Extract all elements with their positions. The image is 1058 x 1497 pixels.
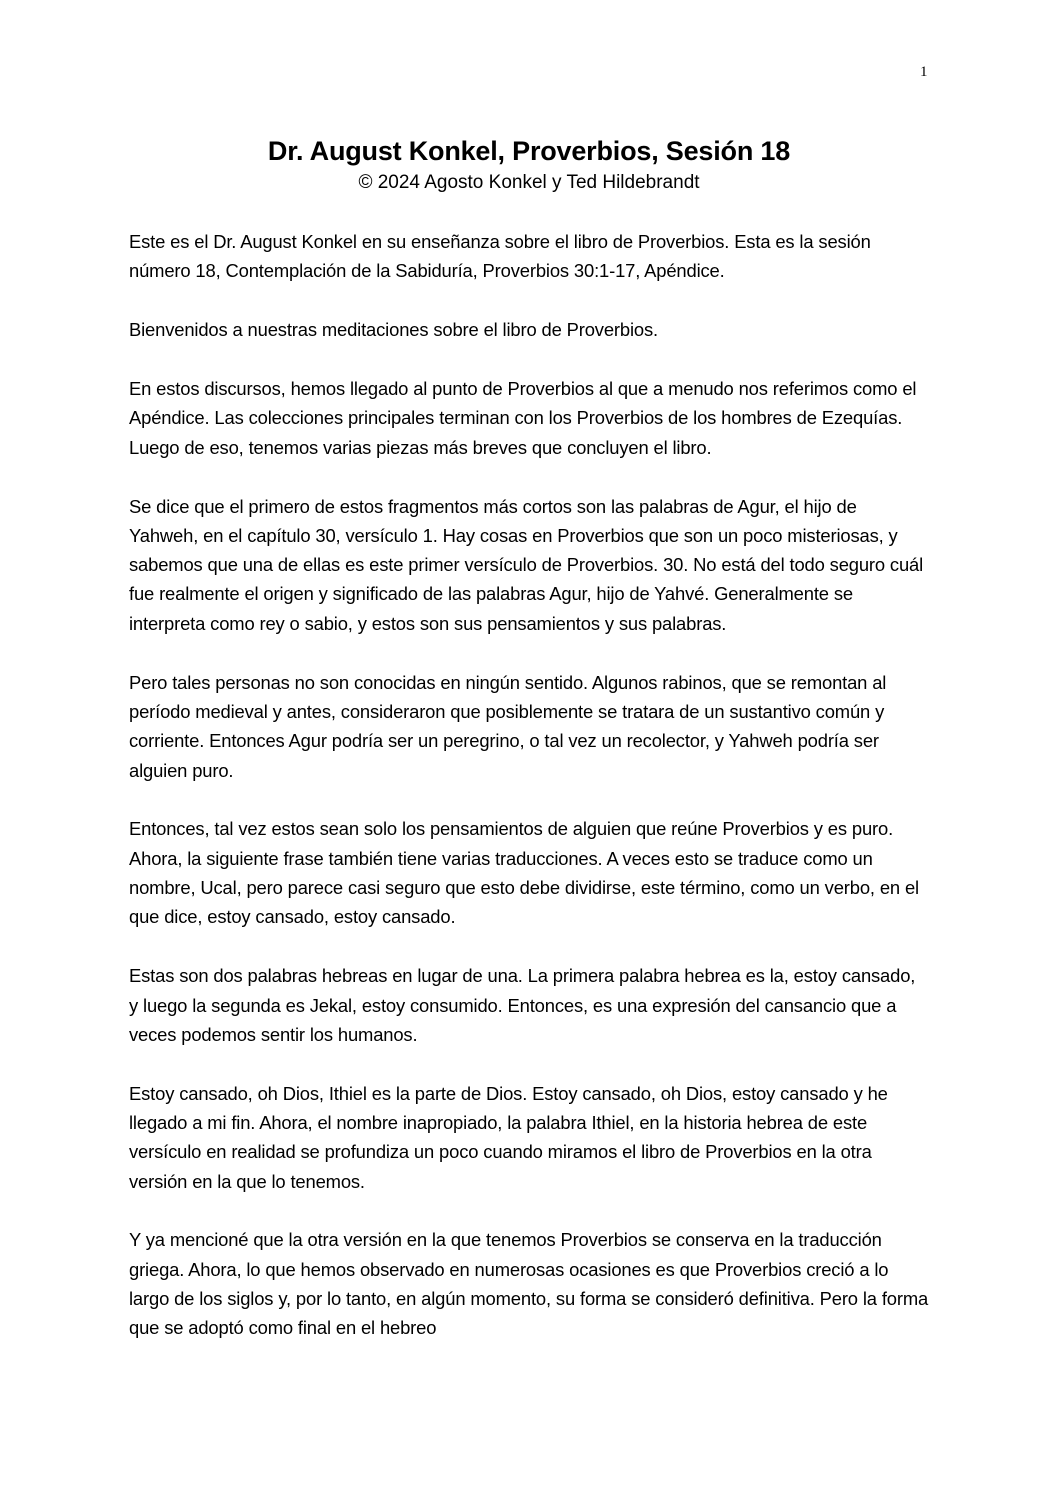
paragraph: Estas son dos palabras hebreas en lugar de una. La primera palabra hebrea es la, estoy cansado, y luego la segunda es Jekal, estoy consumido. Entonces, es una expresión del cansancio que a veces podemos sentir los humanos.: [129, 965, 916, 1045]
paragraph: Y ya mencioné que la otra versión en la que tenemos Proverbios se conserva en la traducción griega. Ahora, lo que hemos observado en numerosas ocasiones es que Proverbios creció a lo largo de los siglos y, por lo tanto, en algún momento, su forma se consideró definitiva. Pero la forma que se adoptó como final en el hebreo: [129, 1229, 929, 1339]
paragraph: Entonces, tal vez estos sean solo los pensamientos de alguien que reúne Proverbios y es puro. Ahora, la siguiente frase también tiene varias traducciones. A veces esto se traduce como un nombre, Ucal, pero parece casi seguro que esto debe dividirse, este término, como un verbo, en el que dice, estoy cansado, estoy cansado.: [129, 818, 919, 928]
page-number: 1: [920, 64, 928, 80]
paragraph: En estos discursos, hemos llegado al punto de Proverbios al que a menudo nos referimos como el Apéndice. Las colecciones principales terminan con los Proverbios de los hombres de Ezequías. Luego de eso, tenemos varias piezas más breves que concluyen el libro.: [129, 378, 917, 458]
paragraph: Estoy cansado, oh Dios, Ithiel es la parte de Dios. Estoy cansado, oh Dios, estoy cansado y he llegado a mi fin. Ahora, el nombre inapropiado, la palabra Ithiel, en la historia hebrea de este versículo en realidad se profundiza un poco cuando miramos el libro de Proverbios en la otra versión en la que lo tenemos.: [129, 1082, 888, 1192]
paragraph: Pero tales personas no son conocidas en ningún sentido. Algunos rabinos, que se remontan al período medieval y antes, consideraron que posiblemente se tratara de un sustantivo común y corriente. Entonces Agur podría ser un peregrino, o tal vez un recolector, y Yahweh podría ser alguien puro.: [129, 671, 887, 781]
document-header: [0, 132, 1058, 196]
paragraph: Se dice que el primero de estos fragmentos más cortos son las palabras de Agur, el hijo de Yahweh, en el capítulo 30, versículo 1. Hay cosas en Proverbios que son un poco misteriosas, y sabemos que una de ellas es este primer versículo de Proverbios. 30. No está del todo seguro cuál fue realmente el origen y significado de las palabras Agur, hijo de Yahvé. Generalmente se interpreta como rey o sabio, y estos son sus pensamientos y sus palabras.: [129, 495, 924, 634]
document-body: [129, 227, 929, 1372]
copyright-line: © 2024 Agosto Konkel y Ted Hildebrandt: [358, 172, 700, 193]
document-title: Dr. August Konkel, Proverbios, Sesión 18: [267, 136, 791, 166]
paragraph: Bienvenidos a nuestras meditaciones sobre el libro de Proverbios.: [129, 319, 658, 341]
paragraph: Este es el Dr. August Konkel en su enseñanza sobre el libro de Proverbios. Esta es la sesión número 18, Contemplación de la Sabiduría, Proverbios 30:1-17, Apéndice.: [129, 231, 871, 282]
